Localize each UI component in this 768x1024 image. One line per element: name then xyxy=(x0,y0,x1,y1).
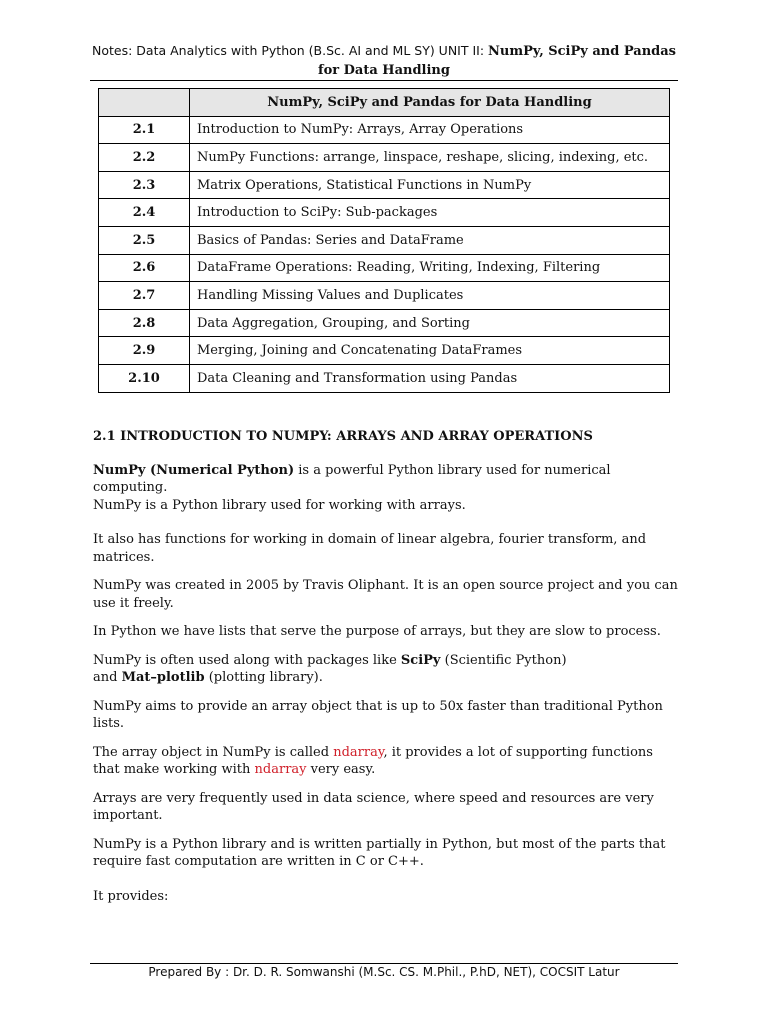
paragraph-provides: It provides: xyxy=(93,888,169,904)
row-topic: Data Aggregation, Grouping, and Sorting xyxy=(190,309,670,337)
table-row xyxy=(99,337,670,365)
table-row xyxy=(99,364,670,392)
row-number: 2.8 xyxy=(99,309,190,337)
matplotlib-term: Mat–plotlib xyxy=(121,670,205,685)
ndarray-text-c: very easy. xyxy=(306,762,376,777)
header-rule xyxy=(90,80,678,81)
table-row xyxy=(99,116,670,144)
section-content xyxy=(93,428,681,916)
scipy-term: SciPy xyxy=(400,652,441,668)
ndarray-term: ndarray xyxy=(254,762,307,777)
table-row xyxy=(99,282,670,310)
paragraph-functions: It also has functions for working in domain of linear algebra, fourier transform, and matrices. xyxy=(93,532,647,565)
intro-text: is a powerful Python library used for numerical computing. xyxy=(93,462,611,495)
row-number: 2.7 xyxy=(99,282,190,310)
row-topic: DataFrame Operations: Reading, Writing, Indexing, Filtering xyxy=(190,254,670,282)
ndarray-text-a: The array object in NumPy is called xyxy=(93,744,334,760)
page-header xyxy=(90,42,678,80)
intro-line-2: NumPy is a Python library used for working with arrays. xyxy=(93,497,466,513)
table-row xyxy=(99,254,670,282)
row-topic: Basics of Pandas: Series and DataFrame xyxy=(190,226,670,254)
paragraph-intro xyxy=(93,462,681,515)
row-topic: Data Cleaning and Transformation using Pandas xyxy=(190,364,670,392)
table-header-blank xyxy=(99,89,190,117)
header-title: NumPy, SciPy and Pandas for Data Handling xyxy=(318,44,676,78)
row-topic: Matrix Operations, Statistical Functions in NumPy xyxy=(190,171,670,199)
section-heading: 2.1 INTRODUCTION TO NUMPY: ARRAYS AND ARRAY OPERATIONS xyxy=(93,429,593,444)
paragraph-speed: NumPy aims to provide an array object that is up to 50x faster than traditional Python lists. xyxy=(93,698,663,731)
row-topic: Introduction to SciPy: Sub-packages xyxy=(190,199,670,227)
packages-text-c: and xyxy=(93,670,122,685)
row-number: 2.10 xyxy=(99,364,190,392)
row-topic: Handling Missing Values and Duplicates xyxy=(190,282,670,310)
packages-text-d: (plotting library). xyxy=(204,670,323,685)
table-heading: NumPy, SciPy and Pandas for Data Handling xyxy=(190,89,670,117)
row-topic: Merging, Joining and Concatenating DataFrames xyxy=(190,337,670,365)
row-topic: Introduction to NumPy: Arrays, Array Operations xyxy=(190,116,670,144)
table-row xyxy=(99,144,670,172)
paragraph-history: NumPy was created in 2005 by Travis Oliphant. It is an open source project and you can use it freely. xyxy=(93,578,678,611)
row-number: 2.4 xyxy=(99,199,190,227)
row-number: 2.1 xyxy=(99,116,190,144)
row-topic: NumPy Functions: arrange, linspace, reshape, slicing, indexing, etc. xyxy=(190,144,670,172)
row-number: 2.3 xyxy=(99,171,190,199)
contents-table xyxy=(98,88,670,393)
table-header-row xyxy=(99,89,670,117)
paragraph-ndarray xyxy=(93,744,681,779)
header-prefix: Notes: Data Analytics with Python (B.Sc. AI and ML SY) UNIT II: xyxy=(92,43,489,58)
paragraph-lists: In Python we have lists that serve the purpose of arrays, but they are slow to process. xyxy=(93,624,661,639)
row-number: 2.2 xyxy=(99,144,190,172)
packages-text-a: NumPy is often used along with packages like xyxy=(93,652,401,668)
ndarray-term: ndarray xyxy=(333,744,384,760)
numpy-term: NumPy (Numerical Python) xyxy=(93,462,295,478)
table-row xyxy=(99,199,670,227)
footer-rule xyxy=(90,963,678,964)
row-number: 2.6 xyxy=(99,254,190,282)
page-footer: Prepared By : Dr. D. R. Somwanshi (M.Sc. CS. M.Phil., P.hD, NET), COCSIT Latur xyxy=(148,965,620,979)
paragraph-packages xyxy=(93,652,681,687)
packages-text-b: (Scientific Python) xyxy=(440,652,567,668)
table-row xyxy=(99,171,670,199)
paragraph-implementation: NumPy is a Python library and is written partially in Python, but most of the parts that require fast computation are written in C or C++. xyxy=(93,836,666,869)
table-row xyxy=(99,309,670,337)
ndarray-text-b: , it provides a lot of supporting functions that make working with xyxy=(93,744,653,777)
table-row xyxy=(99,226,670,254)
paragraph-data-science: Arrays are very frequently used in data science, where speed and resources are very important. xyxy=(93,790,654,823)
row-number: 2.9 xyxy=(99,337,190,365)
row-number: 2.5 xyxy=(99,226,190,254)
